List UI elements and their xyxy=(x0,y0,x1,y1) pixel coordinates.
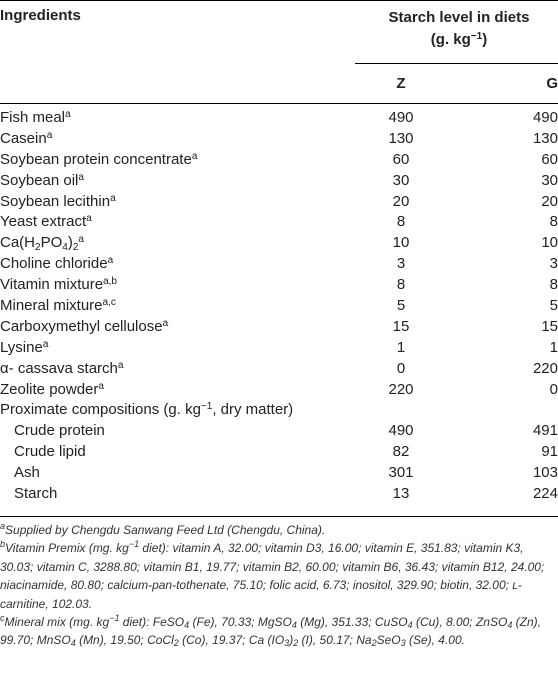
table-row: Yeast extract$^a$ 8 8 xyxy=(0,213,558,231)
table-top-rule xyxy=(0,0,558,1)
table-row: Crude protein 490 491 xyxy=(14,422,558,440)
table-row: Zeolite powder$^a$ 220 0 xyxy=(0,380,558,398)
table-row: Soybean oil$^a$ 30 30 xyxy=(0,171,558,189)
table-row: Carboxymethyl cellulose$^a$ 15 15 xyxy=(0,317,558,335)
table-row: Soybean protein concentrate$^a$ 60 60 xyxy=(0,150,558,168)
table-row: Crude lipid 82 91 xyxy=(14,443,558,461)
header-starch-level-line2: (g. $kg^{-1}$) xyxy=(430,31,488,48)
table-body xyxy=(0,108,558,505)
table-row: $Ca(H_2PO_4)_2^a$ 10 10 xyxy=(0,234,558,254)
table-row: Mineral mixture$^{a,c}$ 5 5 xyxy=(0,297,558,315)
proximate-heading-row: Proximate compositions (g. $kg^{-1}$, dry matter) xyxy=(0,401,294,419)
header-bottom-rule xyxy=(0,103,558,104)
footnote-c: $^c$Mineral mix (mg. $kg^{-1}$ diet): FeSO$_4$ (Fe), 70.33; MgSO$_4$ (Mg), 351.33; CuSO$_4$ (Cu), 8.00; ZnSO$_4$ (Zn), 99.70; MnSO$_4$ (Mn), 19.50; CoCl$_2$ (Co), 19.37; Ca $(IO_3)_2$ (I), 50.17; $Na_2SeO_3$ (Se), 4.00. xyxy=(0,613,541,649)
header-col-z: Z xyxy=(396,75,406,92)
table-bottom-rule xyxy=(0,516,558,517)
table-row: Starch 13 224 xyxy=(14,485,558,503)
header-col-g: G xyxy=(546,75,558,92)
table-row: Lysine$^a$ 1 1 xyxy=(0,338,558,356)
header-group-rule xyxy=(355,63,558,64)
table-row: Choline chloride$^a$ 3 3 xyxy=(0,255,558,273)
header-starch-level-line1: Starch level in diets xyxy=(388,9,530,26)
table-row: α- cassava starch$^a$ 0 220 xyxy=(0,359,558,377)
header-starch-level xyxy=(360,7,558,51)
header-ingredients: Ingredients xyxy=(0,7,81,24)
table-row: Casein$^a$ 130 130 xyxy=(0,129,558,147)
table-row: Ash 301 103 xyxy=(14,464,558,482)
table-row: Fish meal$^a$ 490 490 xyxy=(0,109,558,126)
footnote-a: $^a$Supplied by Chengdu Sanwang Feed Ltd (Chengdu, China). xyxy=(0,521,326,537)
footnote-b: $^b$Vitamin Premix (mg. $kg^{-1}$ diet): vitamin A, 32.00; vitamin D3, 16.00; vitamin E, 351.83; vitamin K3, 30.03; vitamin C, 3288.80; vitamin B1, 19.77; vitamin B2, 60.00; vitamin B6, 36.43; vitamin B12, 24.00; niacinamide, 80.80; calcium-pan-tothenate, 75.10; folic acid, 6.73; inositol, 329.90; biotin, 32.00; ʟ-carnitine, 102.03. xyxy=(0,539,545,611)
table-row: Soybean lecithin$^a$ 20 20 xyxy=(0,192,558,210)
table-footnotes xyxy=(0,521,558,650)
table-row: Vitamin mixture$^{a,b}$ 8 8 xyxy=(0,276,558,294)
